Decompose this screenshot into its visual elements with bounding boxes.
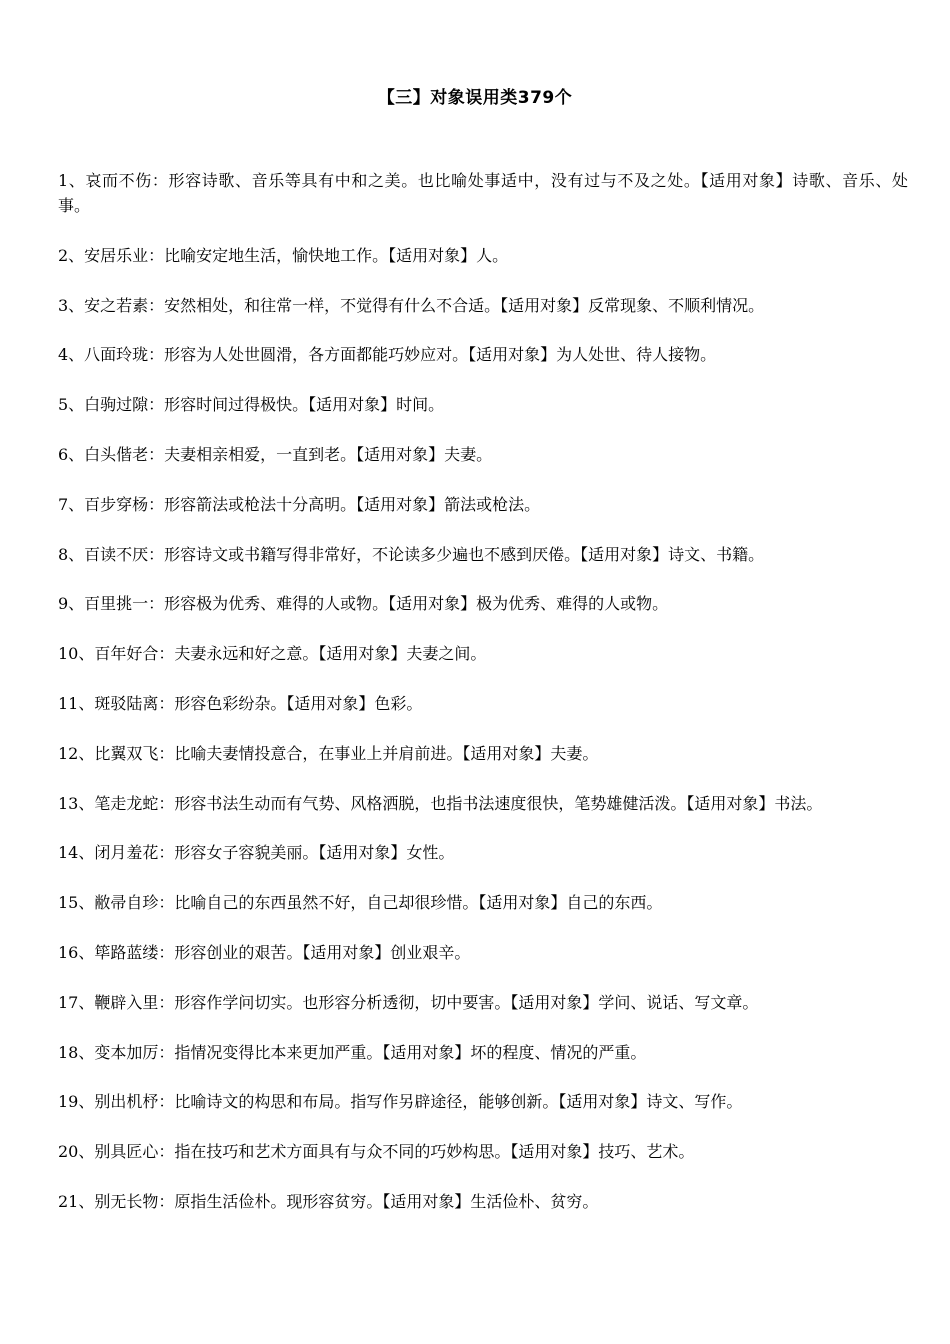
idiom-entry-5: 5、白驹过隙：形容时间过得极快。【适用对象】时间。 bbox=[58, 395, 445, 415]
idiom-entry-18: 18、变本加厉：指情况变得比本来更加严重。【适用对象】坏的程度、情况的严重。 bbox=[58, 1042, 647, 1062]
idiom-entry-2: 2、安居乐业：比喻安定地生活，愉快地工作。【适用对象】人。 bbox=[58, 245, 509, 265]
idiom-entry-4: 4、八面玲珑：形容为人处世圆滑，各方面都能巧妙应对。【适用对象】为人处世、待人接物。 bbox=[58, 345, 717, 365]
idiom-entry-9: 9、百里挑一：形容极为优秀、难得的人或物。【适用对象】极为优秀、难得的人或物。 bbox=[58, 594, 669, 614]
idiom-entry-8: 8、百读不厌：形容诗文或书籍写得非常好，不论读多少遍也不感到厌倦。【适用对象】诗文、书籍。 bbox=[58, 544, 765, 564]
idiom-entry-6: 6、白头偕老：夫妻相亲相爱，一直到老。【适用对象】夫妻。 bbox=[58, 444, 493, 464]
idiom-entry-12: 12、比翼双飞：比喻夫妻情投意合，在事业上并肩前进。【适用对象】夫妻。 bbox=[58, 743, 599, 763]
idiom-entry-13: 13、笔走龙蛇：形容书法生动而有气势、风格洒脱，也指书法速度很快，笔势雄健活泼。【适用对象】书法。 bbox=[58, 793, 823, 813]
idiom-entry-11: 11、斑驳陆离：形容色彩纷杂。【适用对象】色彩。 bbox=[58, 693, 423, 713]
idiom-entry-10: 10、百年好合：夫妻永远和好之意。【适用对象】夫妻之间。 bbox=[58, 644, 487, 664]
idiom-entry-17: 17、鞭辟入里：形容作学问切实。也形容分析透彻，切中要害。【适用对象】学问、说话、写文章。 bbox=[58, 992, 759, 1012]
idiom-entry-20: 20、别具匠心：指在技巧和艺术方面具有与众不同的巧妙构思。【适用对象】技巧、艺术。 bbox=[58, 1142, 695, 1162]
idiom-entry-7: 7、百步穿杨：形容箭法或枪法十分高明。【适用对象】箭法或枪法。 bbox=[58, 494, 541, 514]
idiom-entry-1: 1、哀而不伤：形容诗歌、音乐等具有中和之美。也比喻处事适中，没有过与不及之处。【适用对象】诗歌、音乐、处事。 bbox=[58, 171, 908, 215]
idiom-entry-15: 15、敝帚自珍：比喻自己的东西虽然不好，自己却很珍惜。【适用对象】自己的东西。 bbox=[58, 893, 663, 913]
idiom-entry-19: 19、别出机杼：比喻诗文的构思和布局。指写作另辟途径，能够创新。【适用对象】诗文、写作。 bbox=[58, 1092, 743, 1112]
idiom-entry-16: 16、筚路蓝缕：形容创业的艰苦。【适用对象】创业艰辛。 bbox=[58, 942, 471, 962]
idiom-list bbox=[58, 168, 908, 1239]
idiom-entry-3: 3、安之若素：安然相处，和往常一样，不觉得有什么不合适。【适用对象】反常现象、不顺利情况。 bbox=[58, 295, 765, 315]
document-title: 【三】对象误用类379个 bbox=[377, 88, 573, 108]
idiom-entry-21: 21、别无长物：原指生活俭朴。现形容贫穷。【适用对象】生活俭朴、贫穷。 bbox=[58, 1191, 599, 1211]
idiom-entry-14: 14、闭月羞花：形容女子容貌美丽。【适用对象】女性。 bbox=[58, 843, 455, 863]
